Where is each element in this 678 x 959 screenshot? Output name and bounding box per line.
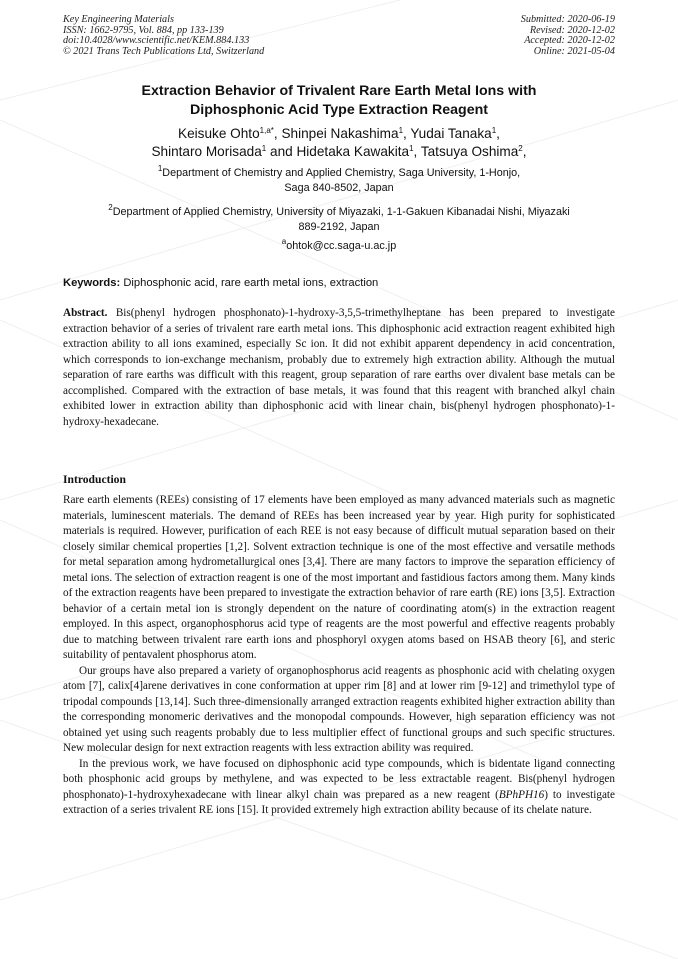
keywords-text: Diphosphonic acid, rare earth metal ions, extraction bbox=[123, 277, 379, 289]
abstract bbox=[63, 306, 615, 430]
author-name: Shinpei Nakashima bbox=[281, 126, 399, 141]
reagent-abbreviation: BPhPH16 bbox=[498, 788, 545, 801]
affiliation-text: 889-2192, Japan bbox=[298, 221, 380, 233]
author-name: Keisuke Ohto bbox=[178, 126, 260, 141]
author-affil-mark: 1 bbox=[398, 126, 404, 135]
keywords bbox=[63, 276, 615, 291]
submitted-date: Submitted: 2020-06-19 bbox=[520, 14, 615, 25]
abstract-label: Abstract. bbox=[63, 307, 108, 319]
journal-name: Key Engineering Materials bbox=[63, 14, 174, 25]
author-name: Hidetaka Kawakita bbox=[296, 144, 410, 159]
affiliation-text: Department of Applied Chemistry, University of Miyazaki, 1-1-Gakuen Kibanadai Nishi, Miyazaki bbox=[112, 206, 570, 218]
author-affil-mark: 1 bbox=[261, 144, 267, 153]
doi-line: doi:10.4028/www.scientific.net/KEM.884.133 bbox=[63, 35, 250, 47]
introduction-body bbox=[63, 493, 615, 819]
email-mark: a bbox=[281, 237, 287, 246]
affiliation-mark: 2 bbox=[108, 203, 113, 212]
abstract-text: Bis(phenyl hydrogen phosphonato)-1-hydroxy-3,5,5-trimethylheptane has been prepared to investigate extraction behavior of a series of trivalent rare earth metal ions. This diphosphonic acid extraction reagent exhibited high extraction ability to all ions examined, especially Sc ion. It did not exhibit apparent dependency in acid concentration, which corresponds to ion-exchange mechanism, probably due to extremely high extraction ability. Although the mutual separation of rare earths was difficult with this reagent, group separation of rare earths over divalent base metals can be accomplished. Compared with the extraction of base metals, it was found that this reagent with branched alkyl chain exhibited lower in extraction ability than diphosphonic acid with linear chain, bis(phenyl hydrogen phosphonato)-1-hydroxy-hexadecane. bbox=[63, 307, 616, 428]
author-line-2: Shintaro Morisada$^1$ and Hidetaka Kawakita$^1$, Tatsuya Oshima$^2$, bbox=[151, 144, 527, 159]
affiliation-1 bbox=[63, 166, 615, 196]
section-heading-introduction: Introduction bbox=[63, 473, 126, 486]
affiliation-2 bbox=[63, 205, 615, 235]
author-line-1: Keisuke Ohto$^{1,a*}$, Shinpei Nakashima$^1$, Yudai Tanaka$^1$, bbox=[178, 126, 500, 141]
paragraph: Our groups have also prepared a variety of organophosphorus acid reagents as phosphonic acid with chelating oxygen atom [7], calix[4]arene derivatives in cone conformation at upper rim [8] and at lower rim [9-12] and trimethylol type of tripodal compounds [13,14]. Such three-dimensionally arranged extraction reagents exhibited higher extraction ability than the corresponding monomeric derivatives and the monopodal compounds. However, high separation efficiency was not obtained yet using such reagents probably due to less multiplier effect of functional groups and such specific structures. New molecular design for next extraction reagents with less extraction ability was required. bbox=[63, 664, 615, 754]
issn-line: ISSN: 1662-9795, Vol. 884, pp 133-139 bbox=[63, 24, 224, 36]
author-list bbox=[63, 125, 615, 161]
paragraph: Rare earth elements (REEs) consisting of 17 elements have been employed as many advanced materials such as magnetic materials, luminescent materials. The demand of REEs has been increased year by year. High purity for sophisticated materials is required. However, purification of each REE is not easy because of difficult mutual separation based on their closely similar chemical properties [1,2]. Solvent extraction technique is one of the most effective and versatile methods for metal separation among hydrometallurgical ones [3,4]. There are many factors to improve the separation efficiency of metal ions. The selection of extraction reagent is one of the most important and fastidious factors among them. Many kinds of the extraction reagents have been prepared to investigate the extraction behavior of rare earth (RE) ions [3,5]. Extraction behavior of a certain metal ion is strongly dependent on the nature of coordinating atom(s) in the extraction reagent employed. In this aspect, organophosphorus acid type of reagents are the most powerful and effective reagents probably due to matching between trivalent rare earth ions and phosphoryl oxygen atoms based on HSAB theory [6], and steric suitability of pentavalent phosphorus atom. bbox=[63, 494, 615, 661]
author-affil-mark: 1,a* bbox=[259, 126, 274, 135]
title-line-1: Extraction Behavior of Trivalent Rare Earth Metal Ions with bbox=[141, 83, 537, 99]
author-name: Yudai Tanaka bbox=[410, 126, 492, 141]
online-date: Online: 2021-05-04 bbox=[533, 45, 615, 57]
paper-title bbox=[63, 82, 615, 120]
email-address[interactable]: ohtok@cc.saga-u.ac.jp bbox=[286, 240, 397, 252]
paragraph: In the previous work, we have focused on diphosphonic acid type compounds, which is bidentate ligand connecting both phosphonic acid groups by methylene, and was expected to be less extractable reagent. Bis(phenyl hydrogen phosphonato)-1-hydroxyhexadecane with linear alkyl chain was prepared as a new reagent (BPhPH16) to investigate extraction of a series trivalent RE ions [15]. It provided extremely high extraction ability because of its chelate nature. bbox=[63, 757, 615, 816]
journal-header bbox=[63, 15, 615, 57]
contact-email bbox=[63, 239, 615, 254]
journal-info bbox=[63, 15, 264, 57]
author-affil-mark: 1 bbox=[491, 126, 497, 135]
copyright-line: © 2021 Trans Tech Publications Ltd, Switzerland bbox=[63, 45, 265, 57]
author-affil-mark: 1 bbox=[409, 144, 414, 153]
keywords-label: Keywords: bbox=[63, 277, 121, 289]
title-line-2: Diphosphonic Acid Type Extraction Reagent bbox=[190, 102, 488, 118]
submission-dates bbox=[521, 15, 615, 57]
author-affil-mark: 2 bbox=[518, 144, 523, 153]
accepted-date: Accepted: 2020-12-02 bbox=[524, 35, 615, 47]
affiliation-text: Saga 840-8502, Japan bbox=[284, 182, 394, 194]
author-name: Tatsuya Oshima bbox=[420, 144, 519, 159]
author-name: Shintaro Morisada bbox=[151, 144, 262, 159]
revised-date: Revised: 2020-12-02 bbox=[529, 24, 615, 36]
affiliation-text: Department of Chemistry and Applied Chemistry, Saga University, 1-Honjo, bbox=[162, 167, 521, 179]
affiliation-mark: 1 bbox=[157, 164, 163, 173]
